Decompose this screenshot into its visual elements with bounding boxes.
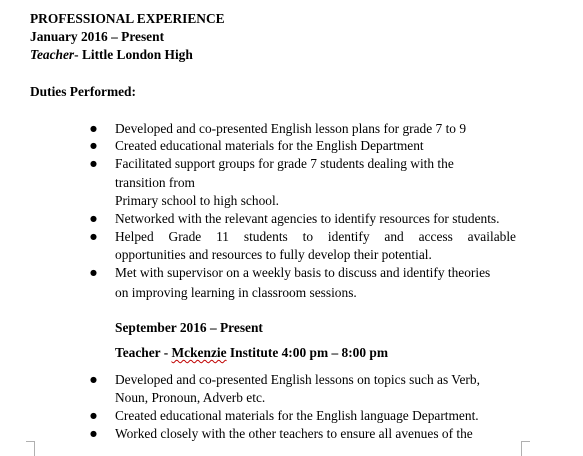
- job2-org: Mckenzie: [171, 345, 227, 360]
- job1-bullet-6-line-2: on improving learning in classroom sessions.: [115, 285, 357, 300]
- job2-title: [115, 345, 388, 361]
- job1-role: Teacher: [30, 47, 75, 62]
- bullet-dot-icon: ●: [90, 375, 97, 384]
- job1-bullet-5-line-2: opportunities and resources to fully develop their potential.: [115, 247, 432, 262]
- job2-title-prefix: Teacher -: [115, 345, 172, 360]
- job2-bullet-2: Created educational materials for the English language Department.: [115, 408, 479, 423]
- margin-corner-left: [26, 441, 35, 456]
- job1-bullet-6-line-1: Met with supervisor on a weekly basis to discuss and identify theories: [115, 265, 491, 280]
- job2-bullet-1-line-1: Developed and co-presented English lessons on topics such as Verb,: [115, 372, 480, 387]
- job2-title-rest: Institute 4:00 pm – 8:00 pm: [226, 345, 388, 360]
- bullet-dot-icon: ●: [90, 159, 97, 168]
- bullet-dot-icon: ●: [90, 411, 97, 420]
- job2-bullet-3: Worked closely with the other teachers to ensure all avenues of the: [115, 426, 473, 441]
- margin-corner-right: [521, 441, 530, 456]
- job2-date-range: September 2016 – Present: [115, 320, 263, 335]
- job2-bullet-1-line-2: Noun, Pronoun, Adverb etc.: [115, 390, 266, 405]
- job1-bullet-3-line-3: Primary school to high school.: [115, 193, 280, 208]
- bullet-dot-icon: ●: [90, 214, 97, 223]
- bullet-dot-icon: ●: [90, 268, 97, 277]
- bullet-dot-icon: ●: [90, 232, 97, 241]
- job1-bullet-4: Networked with the relevant agencies to identify resources for students.: [115, 211, 500, 226]
- job1-bullet-3-line-1: Facilitated support groups for grade 7 students dealing with the: [115, 156, 454, 171]
- job1-date-range: January 2016 – Present: [30, 29, 165, 44]
- job1-title: [30, 47, 193, 63]
- bullet-dot-icon: ●: [90, 124, 97, 133]
- job1-bullet-2: Created educational materials for the English Department: [115, 138, 424, 153]
- bullet-dot-icon: ●: [90, 141, 97, 150]
- job1-bullet-5-line-1: Helped Grade 11 students to identify and access available: [115, 229, 516, 244]
- job1-bullet-3-line-2: transition from: [115, 175, 195, 190]
- duties-heading: Duties Performed:: [30, 84, 136, 99]
- section-title: PROFESSIONAL EXPERIENCE: [30, 11, 225, 26]
- job1-bullet-1: Developed and co-presented English lesson plans for grade 7 to 9: [115, 121, 467, 136]
- job1-org: - Little London High: [74, 47, 193, 62]
- bullet-dot-icon: ●: [90, 429, 97, 438]
